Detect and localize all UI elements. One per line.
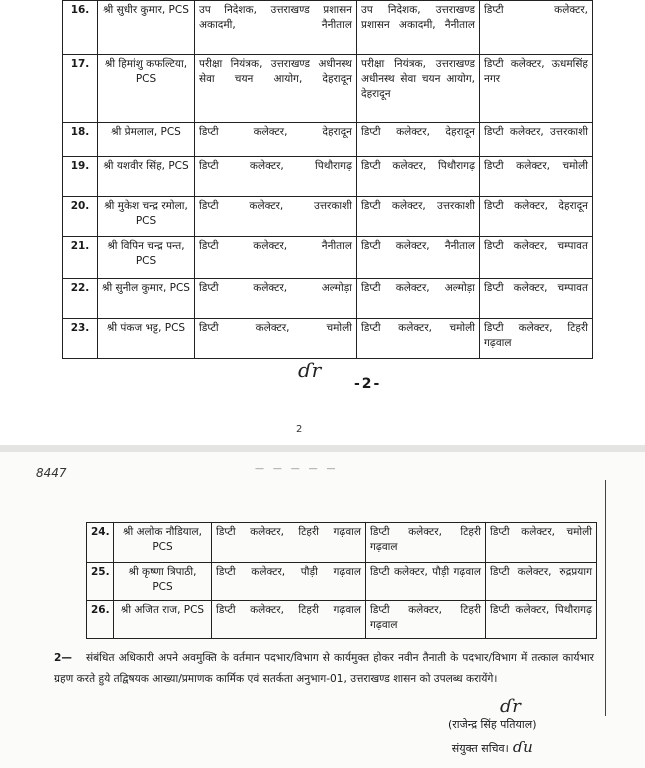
serial-number: 22. (63, 279, 98, 319)
table-row (87, 601, 597, 639)
serial-number: 18. (63, 123, 98, 157)
officer-name: श्री प्रेमलाल, PCS (98, 123, 195, 157)
relieved-from: परीक्षा नियंत्रक, उत्तराखण्ड अधीनस्थ सेवा चयन आयोग, देहरादून (357, 55, 480, 123)
relieved-from: डिप्टी कलेक्टर, पिथौरागढ़ (357, 157, 480, 197)
table-row (87, 523, 597, 563)
signature-mark: ɗr (500, 696, 521, 717)
new-posting: डिप्टी कलेक्टर, चमोली (480, 157, 593, 197)
table-row (63, 1, 593, 55)
new-posting: डिप्टी कलेक्टर, चम्पावत (480, 279, 593, 319)
margin-rule (605, 480, 606, 716)
serial-number: 24. (87, 523, 114, 563)
serial-number: 25. (87, 563, 114, 601)
relieved-from: डिप्टी कलेक्टर, टिहरी गढ़वाल (366, 601, 486, 639)
current-posting: डिप्टी कलेक्टर, अल्मोड़ा (195, 279, 357, 319)
new-posting: डिप्टी कलेक्टर, ऊधमसिंह नगर (480, 55, 593, 123)
initials-signature: ɗr (298, 358, 322, 382)
table-row (63, 157, 593, 197)
relieved-from: उप निदेशक, उत्तराखण्ड प्रशासन अकादमी, नैनीताल (357, 1, 480, 55)
officer-name: श्री विपिन चन्द्र पन्त, PCS (98, 237, 195, 279)
table-row (63, 123, 593, 157)
relieved-from: डिप्टी कलेक्टर, नैनीताल (357, 237, 480, 279)
file-number: 8447 (36, 466, 67, 480)
serial-number: 23. (63, 319, 98, 359)
initials-signature-2: ɗu (512, 738, 533, 756)
officer-name: श्री यशवीर सिंह, PCS (98, 157, 195, 197)
officer-name: श्री अलोक नौडियाल, PCS (114, 523, 212, 563)
relieved-from: डिप्टी कलेक्टर, चमोली (357, 319, 480, 359)
paragraph-number: 2— (54, 652, 72, 664)
officer-name: श्री अजित राज, PCS (114, 601, 212, 639)
officer-name: श्री सुधीर कुमार, PCS (98, 1, 195, 55)
relieved-from: डिप्टी कलेक्टर, पौड़ी गढ़वाल (366, 563, 486, 601)
current-posting: डिप्टी कलेक्टर, चमोली (195, 319, 357, 359)
table-row (63, 197, 593, 237)
relieved-from: डिप्टी कलेक्टर, उत्तरकाशी (357, 197, 480, 237)
relieved-from: डिप्टी कलेक्टर, टिहरी गढ़वाल (366, 523, 486, 563)
new-posting: डिप्टी कलेक्टर, रुद्रप्रयाग (486, 563, 597, 601)
new-posting: डिप्टी कलेक्टर, (480, 1, 593, 55)
table-row (87, 563, 597, 601)
officer-name: श्री सुनील कुमार, PCS (98, 279, 195, 319)
serial-number: 21. (63, 237, 98, 279)
current-posting: डिप्टी कलेक्टर, उत्तरकाशी (195, 197, 357, 237)
current-posting: परीक्षा नियंत्रक, उत्तराखण्ड अधीनस्थ सेवा चयन आयोग, देहरादून (195, 55, 357, 123)
page-mark: -2- (354, 376, 382, 392)
serial-number: 26. (87, 601, 114, 639)
officer-name: श्री पंकज भट्ट, PCS (98, 319, 195, 359)
current-posting: डिप्टी कलेक्टर, पिथौरागढ़ (195, 157, 357, 197)
order-page-2 (0, 452, 645, 768)
signatory-name: (राजेन्द्र सिंह पतियाल) (448, 718, 537, 731)
relieved-from: डिप्टी कलेक्टर, देहरादून (357, 123, 480, 157)
new-posting: डिप्टी कलेक्टर, चमोली (486, 523, 597, 563)
faded-header-mark: — — — — — (255, 464, 339, 474)
serial-number: 20. (63, 197, 98, 237)
new-posting: डिप्टी कलेक्टर, देहरादून (480, 197, 593, 237)
new-posting: डिप्टी कलेक्टर, उत्तरकाशी (480, 123, 593, 157)
table-row (63, 319, 593, 359)
officer-name: श्री हिमांशु कफल्टिया, PCS (98, 55, 195, 123)
table-row (63, 279, 593, 319)
table-row (63, 237, 593, 279)
officer-name: श्री मुकेश चन्द्र रमोला, PCS (98, 197, 195, 237)
new-posting: डिप्टी कलेक्टर, टिहरी गढ़वाल (480, 319, 593, 359)
table-row (63, 55, 593, 123)
page-number: 2 (296, 424, 303, 435)
serial-number: 16. (63, 1, 98, 55)
current-posting: उप निदेशक, उत्तराखण्ड प्रशासन अकादमी, नैनीताल (195, 1, 357, 55)
serial-number: 17. (63, 55, 98, 123)
transfer-table-page-1 (62, 0, 593, 359)
officer-name: श्री कृष्णा त्रिपाठी, PCS (114, 563, 212, 601)
current-posting: डिप्टी कलेक्टर, टिहरी गढ़वाल (212, 523, 366, 563)
signature-block (448, 714, 537, 760)
current-posting: डिप्टी कलेक्टर, पौड़ी गढ़वाल (212, 563, 366, 601)
transfer-table-page-2 (86, 522, 597, 639)
signatory-title: संयुक्त सचिव। (451, 742, 509, 755)
serial-number: 19. (63, 157, 98, 197)
current-posting: डिप्टी कलेक्टर, टिहरी गढ़वाल (212, 601, 366, 639)
current-posting: डिप्टी कलेक्टर, देहरादून (195, 123, 357, 157)
paragraph-text: संबंधित अधिकारी अपने अवमुक्ति के वर्तमान पदभार/विभाग से कार्यमुक्त होकर नवीन तैनाती के पदभार/विभाग में तत्काल कार्यभार ग्रहण करते हुये तद्विषयक आख्या/प्रमाणक कार्मिक एवं सतर्कता अनुभाग-01, उत्तराखण्ड शासन को उपलब्ध करायेंगे। (54, 652, 594, 685)
new-posting: डिप्टी कलेक्टर, पिथौरागढ़ (486, 601, 597, 639)
new-posting: डिप्टी कलेक्टर, चम्पावत (480, 237, 593, 279)
instruction-paragraph (54, 648, 594, 690)
relieved-from: डिप्टी कलेक्टर, अल्मोड़ा (357, 279, 480, 319)
page-divider (0, 445, 645, 452)
current-posting: डिप्टी कलेक्टर, नैनीताल (195, 237, 357, 279)
